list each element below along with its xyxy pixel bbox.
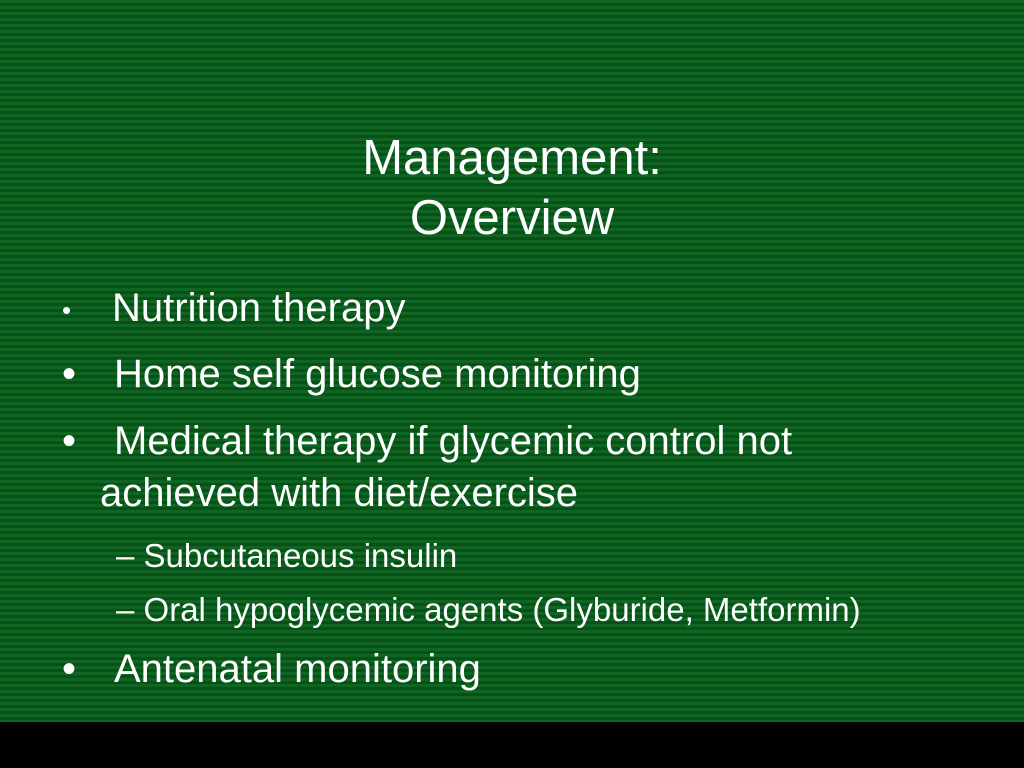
title-line-2: Overview [409, 191, 615, 245]
slide-title [0, 128, 1024, 248]
bullet-text: Home self glucose monitoring [114, 352, 641, 396]
bottom-bar [0, 722, 1024, 768]
dash-marker: – [116, 591, 135, 628]
sub-bullet-item-2 [116, 590, 861, 630]
bullet-marker: • [62, 295, 72, 325]
bullet-text: Antenatal monitoring [114, 647, 481, 691]
title-line-1: Management: [362, 131, 662, 185]
sub-bullet-text: Subcutaneous insulin [143, 537, 458, 574]
bullet-text: Nutrition therapy [112, 286, 406, 330]
sub-bullet-item-1 [116, 536, 457, 576]
bullet-text-line-2: achieved with diet/exercise [100, 471, 579, 515]
bullet-text-line-1: Medical therapy if glycemic control not [114, 419, 793, 463]
bullet-marker: • [62, 419, 77, 463]
bullet-marker: • [62, 352, 77, 396]
dash-marker: – [116, 537, 135, 574]
sub-bullet-text: Oral hypoglycemic agents (Glyburide, Metformin) [143, 591, 861, 628]
bullet-marker: • [62, 647, 77, 691]
